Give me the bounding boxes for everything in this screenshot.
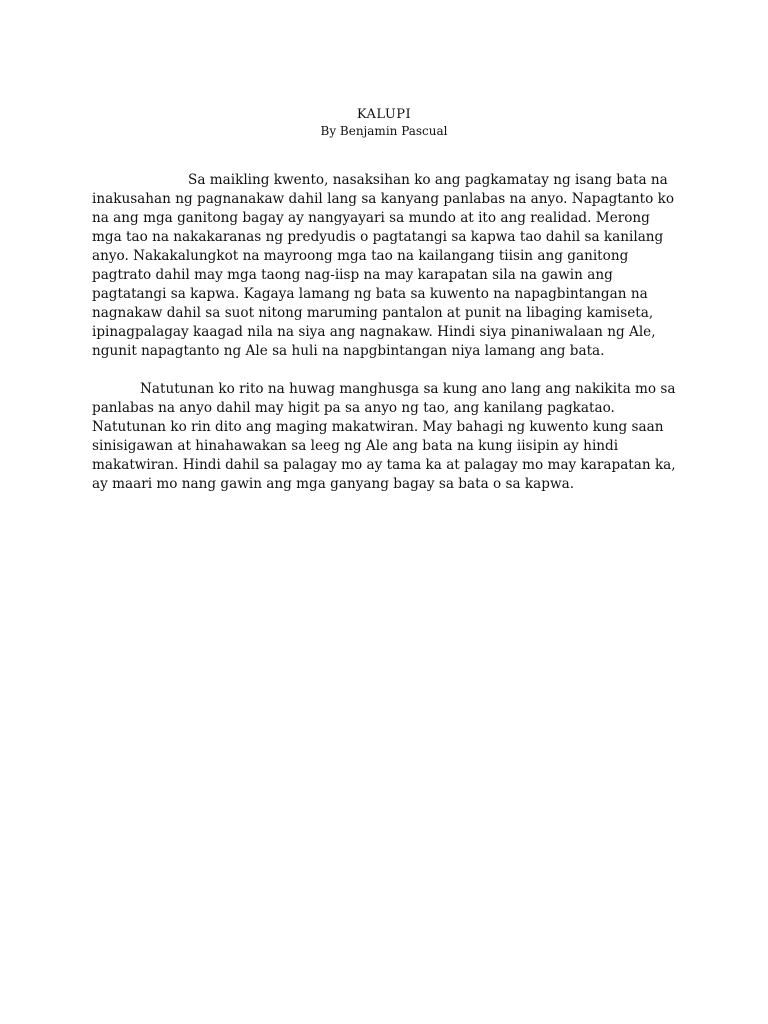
paragraph-2: Natutunan ko rito na huwag manghusga sa kung ano lang ang nakikita mo sa panlabas na anyo dahil may higit pa sa anyo ng tao, ang kanilang pagkatao. Natutunan ko rin dito ang maging makatwiran. May bahagi ng kuwento kung saan sinisigawan at hinahawakan sa leeg ng Ale ang bata na kung iisipin ay hindi makatwiran. Hindi dahil sa palagay mo ay tama ka at palagay mo may karapatan ka, ay maari mo nang gawin ang mga ganyang bagay sa bata o sa kapwa. xyxy=(92,381,676,492)
document-title: KALUPI xyxy=(356,107,412,122)
paragraph-1: Sa maikling kwento, nasaksihan ko ang pagkamatay ng isang bata na inakusahan ng pagnanakaw dahil lang sa kanyang panlabas na anyo. Napagtanto ko na ang mga ganitong bagay ay nangyayari sa mundo at ito ang realidad. Merong mga tao na nakakaranas ng predyudis o pagtatangi sa kapwa tao dahil sa kanilang anyo. Nakakalungkot na mayroong mga tao na kailangang tiisin ang ganitong pagtrato dahil may mga taong nag-iisp na may karapatan sila na gawin ang pagtatangi sa kapwa. Kagaya lamang ng bata sa kuwento na napagbintangan na nagnakaw dahil sa suot nitong maruming pantalon at punit na libaging kamiseta, ipinagpalagay kaagad nila na siya ang nagnakaw. Hindi siya pinaniwalaan ng Ale, ngunit napagtanto ng Ale sa huli na napgbintangan niya lamang ang bata. xyxy=(92,172,675,359)
document-body xyxy=(92,171,678,494)
document-author: By Benjamin Pascual xyxy=(320,124,448,138)
